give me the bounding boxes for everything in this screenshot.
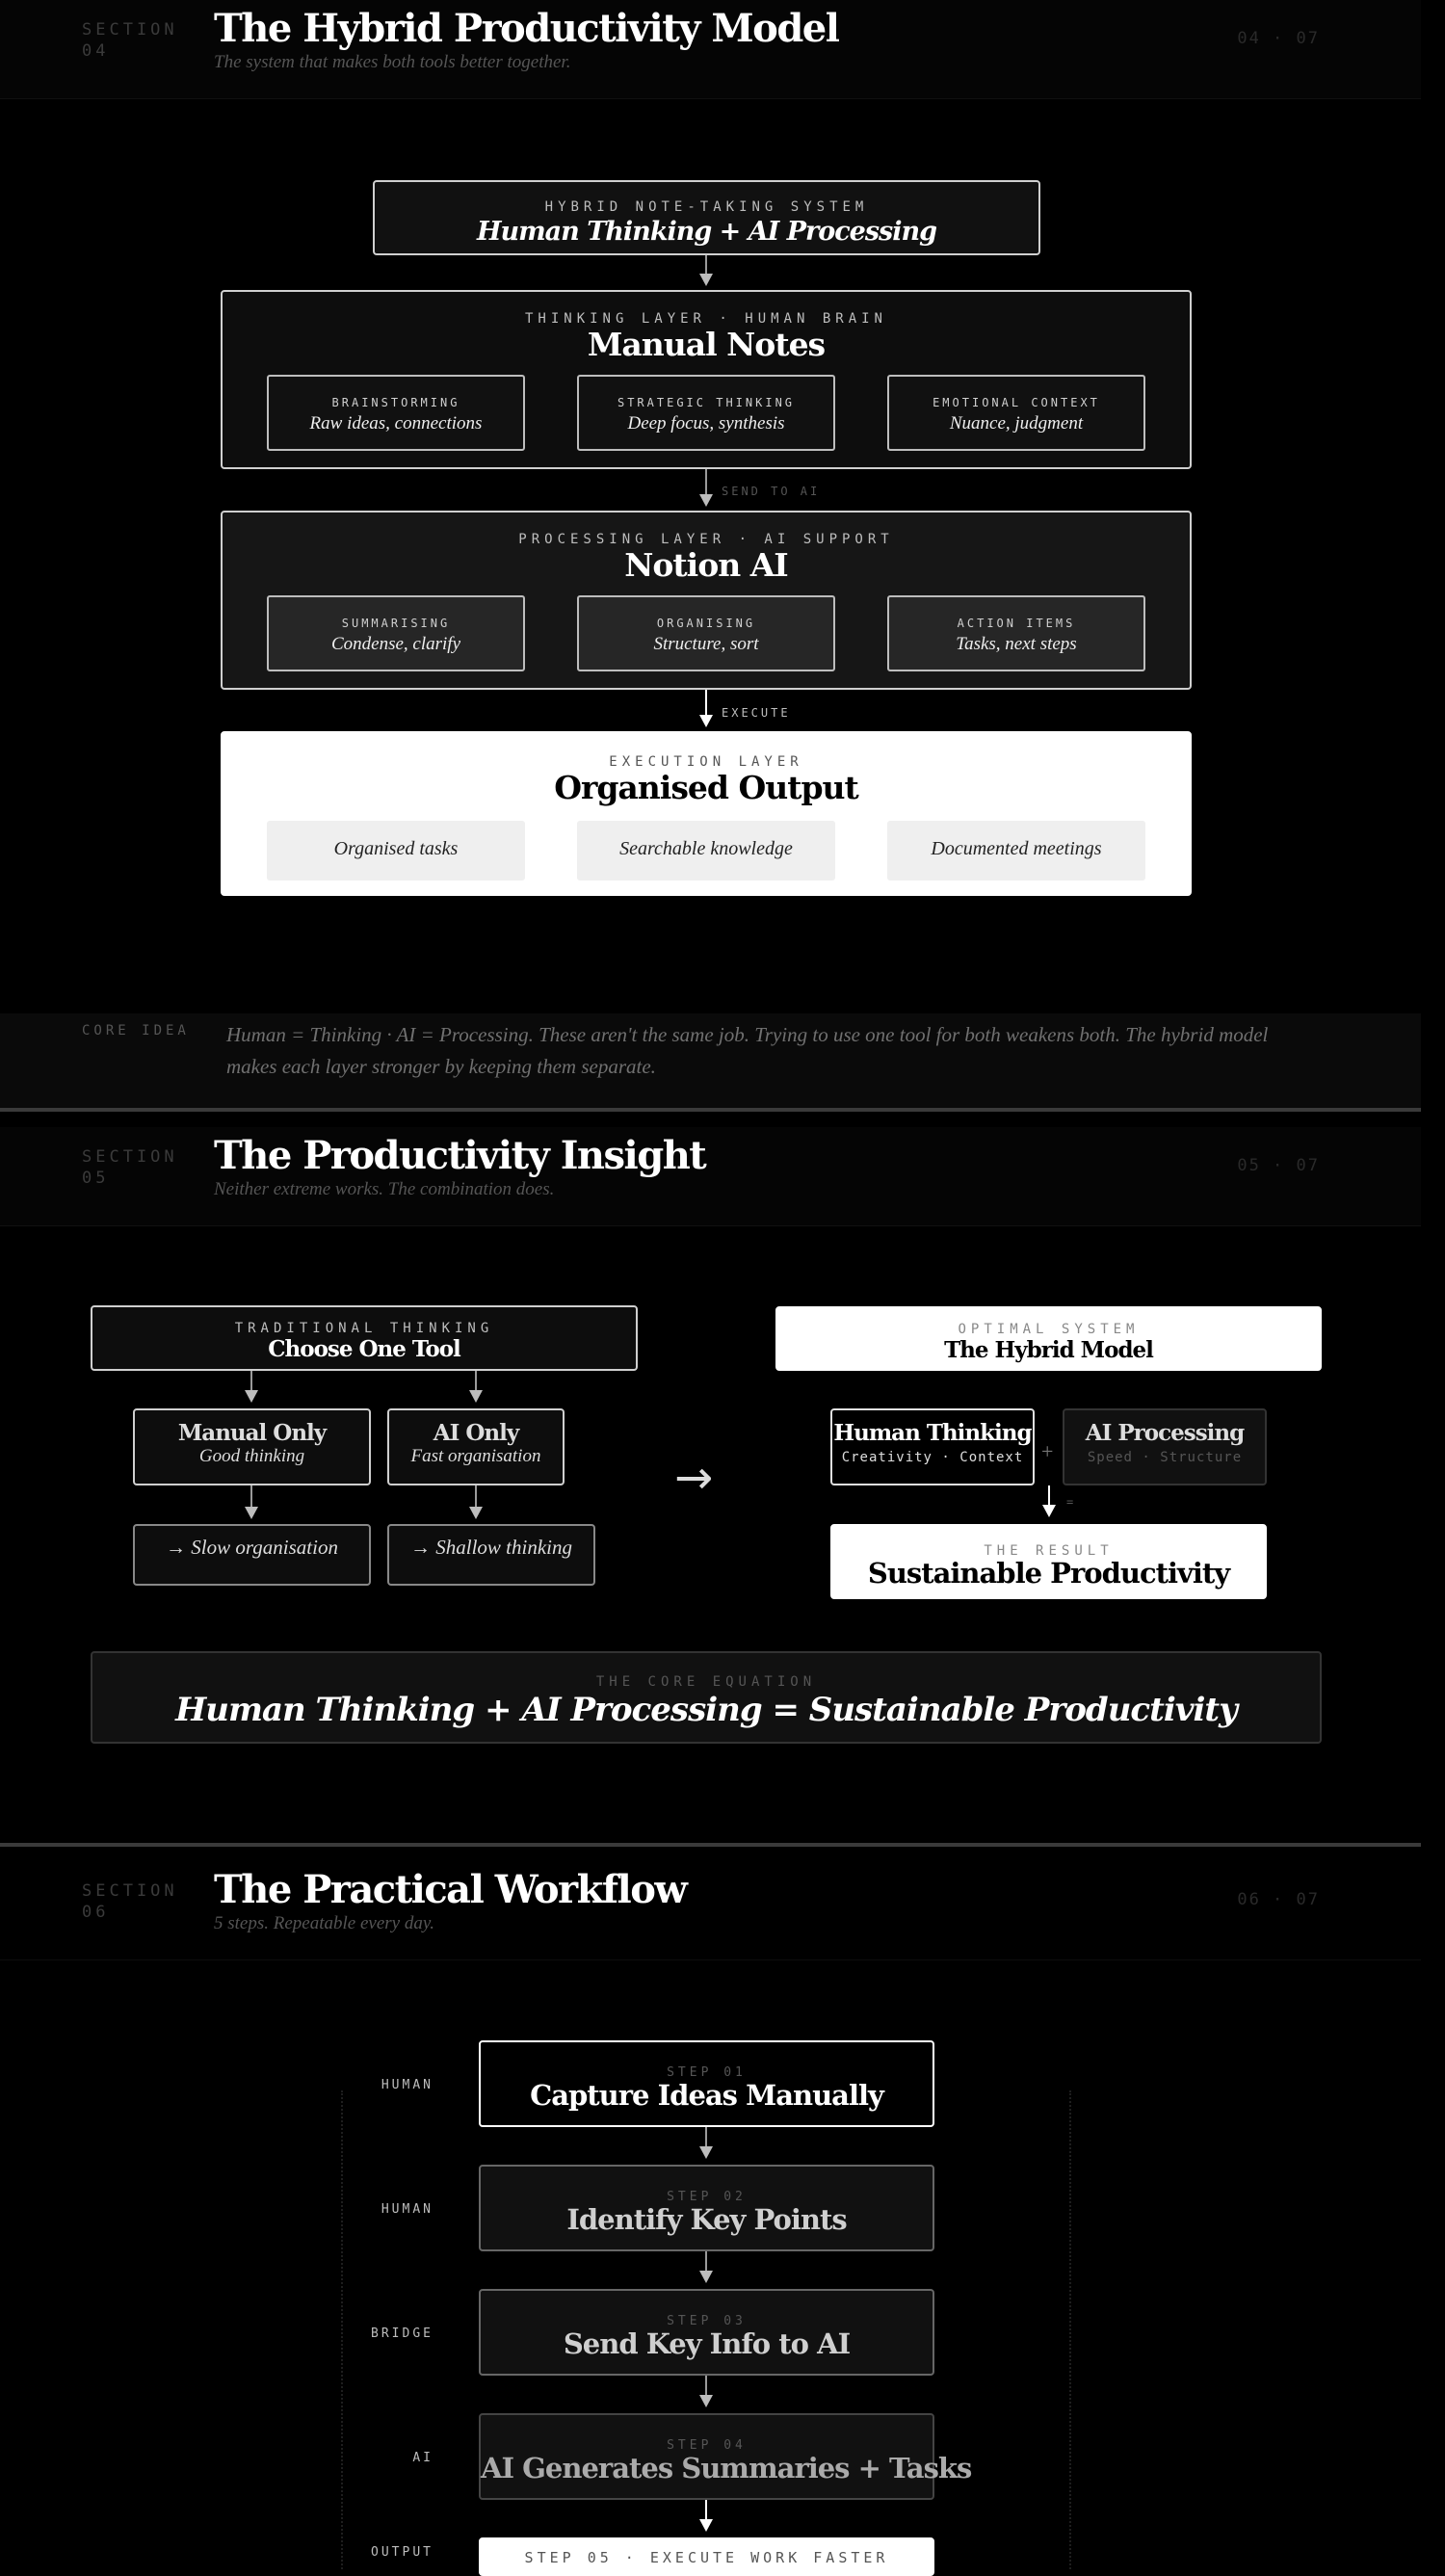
arrow-down-icon [469, 1390, 483, 1403]
optimal-system-box [775, 1306, 1322, 1371]
section-label: SECTION 06 [82, 1881, 178, 1922]
output-item: Searchable knowledge [577, 821, 835, 881]
processing-layer-title: Notion AI [624, 546, 788, 584]
optimal-title: The Hybrid Model [944, 1337, 1153, 1363]
section-05-header [0, 1127, 1421, 1226]
manual-only-box [133, 1408, 371, 1485]
arrow-down-icon [699, 715, 713, 727]
ai-processing-title: AI Processing [1085, 1420, 1245, 1446]
core-idea-label: CORE IDEA [82, 1023, 190, 1038]
human-thinking-title: Human Thinking [833, 1420, 1032, 1446]
shallow-thinking-text: → Shallow thinking [410, 1536, 572, 1559]
section-label: SECTION 05 [82, 1147, 178, 1188]
section-title: The Hybrid Productivity Model [214, 6, 839, 51]
arrow-connector [250, 1371, 252, 1390]
result-title: Sustainable Productivity [867, 1557, 1230, 1590]
arrow-connector [250, 1485, 252, 1507]
step-number: STEP 05 · EXECUTE WORK FASTER [524, 2549, 889, 2566]
section-06-header [0, 1861, 1421, 1960]
execute-label: EXECUTE [722, 706, 791, 720]
arrow-down-icon [245, 1507, 258, 1519]
lane-label: AI [412, 2451, 434, 2465]
output-item: Organised tasks [267, 821, 525, 881]
ai-only-sub: Fast organisation [410, 1446, 541, 1466]
summarising-card: SUMMARISING Condense, clarify [267, 595, 525, 671]
brainstorming-card: BRAINSTORMING Raw ideas, connections [267, 375, 525, 451]
step-01-box [479, 2040, 934, 2127]
execution-layer-eyebrow: EXECUTION LAYER [609, 754, 803, 770]
section-divider [0, 1108, 1421, 1112]
arrow-connector [705, 2251, 707, 2271]
big-arrow-icon: → [674, 1451, 714, 1505]
core-equation-box [91, 1651, 1322, 1744]
step-number: STEP 04 [667, 2438, 747, 2453]
lane-guide-right [1069, 2090, 1071, 2569]
step-title: Capture Ideas Manually [530, 2079, 883, 2112]
ai-processing-box [1063, 1408, 1267, 1485]
hybrid-system-box [373, 180, 1040, 255]
shallow-thinking-box [387, 1524, 595, 1586]
arrow-down-icon [699, 2271, 713, 2283]
arrow-connector [705, 2127, 707, 2146]
step-title: Send Key Info to AI [563, 2327, 851, 2360]
lane-label: BRIDGE [371, 2326, 434, 2341]
core-equation-eyebrow: THE CORE EQUATION [595, 1674, 817, 1690]
send-to-ai-label: SEND TO AI [722, 485, 821, 498]
arrow-connector [705, 255, 707, 274]
equals-tag: = [1066, 1495, 1074, 1509]
step-04-box [479, 2413, 972, 2500]
section-count: 05 · 07 [1237, 1156, 1320, 1175]
arrow-connector [705, 2500, 707, 2519]
traditional-thinking-box [91, 1305, 638, 1371]
ai-processing-sub: Speed · Structure [1087, 1450, 1243, 1465]
lane-label: OUTPUT [371, 2545, 434, 2560]
step-03-box [479, 2289, 934, 2376]
arrow-connector [705, 469, 707, 494]
output-item: Documented meetings [887, 821, 1145, 881]
organising-card: ORGANISING Structure, sort [577, 595, 835, 671]
plus-sign: + [1041, 1439, 1054, 1463]
core-idea-band [0, 1013, 1421, 1108]
step-title: AI Generates Summaries + Tasks [481, 2452, 972, 2484]
slow-organisation-text: → Slow organisation [166, 1536, 338, 1559]
arrow-down-icon [699, 2395, 713, 2407]
section-title: The Practical Workflow [214, 1867, 687, 1912]
core-idea-text: Human = Thinking · AI = Processing. These aren't the same job. Trying to use one tool for both weakens both. The hybrid model makes each layer stronger by keeping them separate. [226, 1023, 1269, 1078]
core-equation-text: Human Thinking + AI Processing = Sustainable Productivity [175, 1691, 1237, 1729]
step-number: STEP 01 [667, 2065, 747, 2080]
human-thinking-sub: Creativity · Context [841, 1450, 1024, 1465]
arrow-connector [1048, 1485, 1050, 1505]
result-box [830, 1524, 1267, 1599]
section-subtitle: The system that makes both tools better together. [214, 52, 571, 72]
arrow-down-icon [699, 494, 713, 507]
lane-label: HUMAN [381, 2078, 434, 2092]
step-number: STEP 02 [667, 2190, 747, 2204]
step-title: Identify Key Points [566, 2203, 847, 2236]
section-subtitle: Neither extreme works. The combination does. [214, 1179, 555, 1199]
optimal-eyebrow: OPTIMAL SYSTEM [958, 1322, 1140, 1337]
emotional-context-card: EMOTIONAL CONTEXT Nuance, judgment [887, 375, 1145, 451]
action-items-card: ACTION ITEMS Tasks, next steps [887, 595, 1145, 671]
ai-only-box [387, 1408, 565, 1485]
lane-label: HUMAN [381, 2202, 434, 2217]
section-04-header [0, 0, 1421, 99]
arrow-down-icon [245, 1390, 258, 1403]
arrow-down-icon [469, 1507, 483, 1519]
section-count: 06 · 07 [1237, 1890, 1320, 1909]
arrow-down-icon [699, 274, 713, 286]
thinking-layer-title: Manual Notes [587, 326, 826, 363]
arrow-connector [475, 1485, 477, 1507]
arrow-down-icon [699, 2519, 713, 2532]
section-divider [0, 1843, 1421, 1847]
result-eyebrow: THE RESULT [984, 1543, 1114, 1559]
manual-only-title: Manual Only [177, 1420, 327, 1446]
step-05-box [479, 2537, 934, 2576]
traditional-eyebrow: TRADITIONAL THINKING [234, 1321, 494, 1336]
traditional-title: Choose One Tool [268, 1336, 460, 1362]
section-title: The Productivity Insight [214, 1133, 706, 1178]
arrow-connector [475, 1371, 477, 1390]
section-label: SECTION 04 [82, 20, 178, 61]
section-subtitle: 5 steps. Repeatable every day. [214, 1913, 434, 1933]
hybrid-system-eyebrow: HYBRID NOTE-TAKING SYSTEM [544, 199, 869, 215]
arrow-down-icon [1042, 1505, 1056, 1517]
thinking-layer-eyebrow: THINKING LAYER · HUMAN BRAIN [524, 311, 887, 327]
arrow-connector [705, 690, 707, 715]
human-thinking-box [830, 1408, 1035, 1485]
step-02-box [479, 2165, 934, 2251]
strategic-thinking-card: STRATEGIC THINKING Deep focus, synthesis [577, 375, 835, 451]
step-number: STEP 03 [667, 2314, 747, 2328]
arrow-connector [705, 2376, 707, 2395]
execution-layer-title: Organised Output [554, 769, 858, 806]
manual-only-sub: Good thinking [198, 1446, 305, 1466]
processing-layer-eyebrow: PROCESSING LAYER · AI SUPPORT [518, 532, 894, 547]
hybrid-system-title: Human Thinking + AI Processing [476, 217, 937, 247]
ai-only-title: AI Only [433, 1420, 519, 1446]
section-count: 04 · 07 [1237, 29, 1320, 48]
arrow-down-icon [699, 2146, 713, 2159]
slow-organisation-box [133, 1524, 371, 1586]
